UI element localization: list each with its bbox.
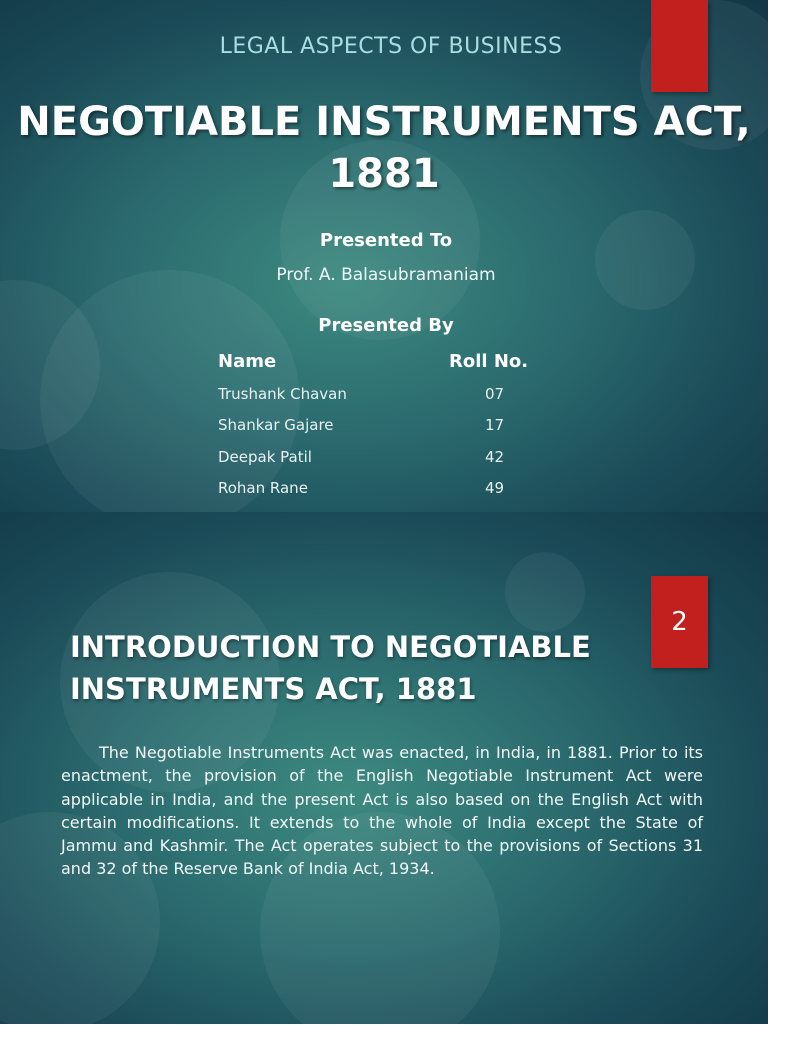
roll-number: 49 [485, 479, 505, 497]
roll-column-header: Roll No. [449, 351, 529, 372]
body-paragraph: The Negotiable Instruments Act was enacted, in India, in 1881. Prior to its enactment, the provision of the English Negotiable Instrument Act were applicable in India, and the present Act is also based on the English Act with certain modifications. It extends to the whole of India except the State of Jammu and Kashmir. The Act operates subject to the provisions of Sections 31 and 32 of the Reserve Bank of India Act, 1934. [61, 743, 703, 879]
roll-number: 17 [485, 416, 505, 434]
roll-number: 07 [485, 385, 505, 403]
introduction-slide [0, 512, 768, 1024]
member-name: Trushank Chavan [218, 385, 347, 403]
table-row [0, 385, 768, 409]
roll-number: 42 [485, 448, 505, 466]
slide-number: 2 [671, 607, 688, 637]
presented-to-name: Prof. A. Balasubramaniam [276, 265, 496, 285]
table-row [0, 416, 768, 440]
presented-by-label: Presented By [318, 315, 454, 336]
subject-heading: LEGAL ASPECTS OF BUSINESS [219, 34, 563, 59]
background-circle [595, 210, 695, 310]
member-name: Deepak Patil [218, 448, 312, 466]
member-name: Shankar Gajare [218, 416, 334, 434]
page-title: NEGOTIABLE INSTRUMENTS ACT, 1881 [17, 99, 751, 197]
table-row [0, 479, 768, 503]
presented-to-label: Presented To [319, 230, 453, 251]
title-slide [0, 0, 768, 512]
background-circle [505, 552, 585, 632]
section-title: INTRODUCTION TO NEGOTIABLE INSTRUMENTS ACT, 1881 [70, 630, 591, 706]
slide-number-tab [651, 576, 708, 668]
name-column-header: Name [218, 351, 277, 372]
table-row [0, 448, 768, 472]
member-name: Rohan Rane [218, 479, 308, 497]
